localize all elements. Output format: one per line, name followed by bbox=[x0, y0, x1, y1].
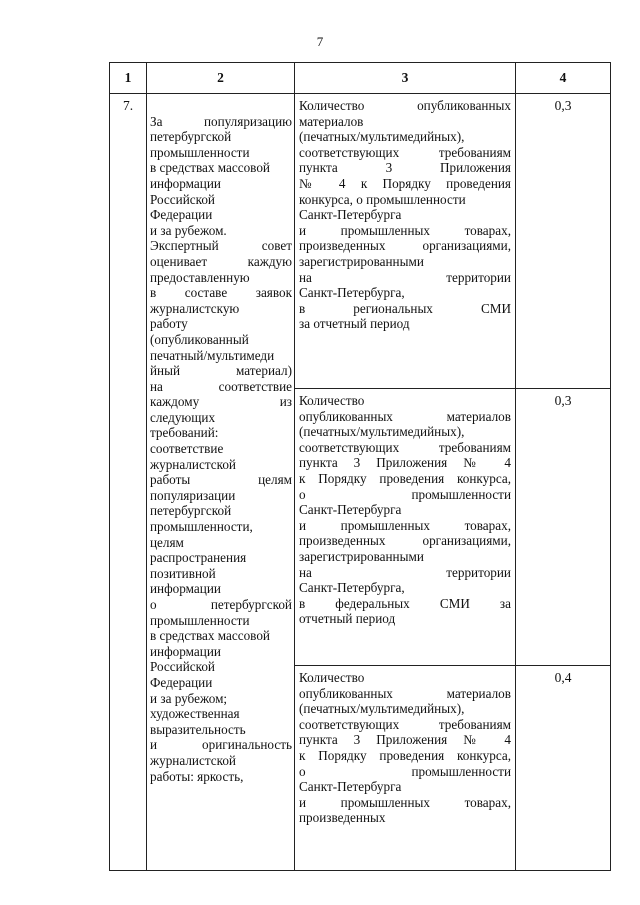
description-line: информации bbox=[150, 643, 221, 659]
description-line: в средствах массовой bbox=[150, 160, 270, 176]
criterion-1-line: за отчетный период bbox=[299, 316, 410, 332]
criterion-1-line: на территории bbox=[299, 269, 511, 285]
description-line: в средствах массовой bbox=[150, 628, 270, 644]
criterion-1-line: пункта 3 Приложения bbox=[299, 160, 511, 176]
criterion-2-text bbox=[299, 393, 511, 627]
description-line: (опубликованный bbox=[150, 331, 249, 347]
criterion-3-line: Санкт-Петербурга bbox=[299, 779, 402, 795]
criterion-1-line: Санкт-Петербурга, bbox=[299, 285, 405, 301]
row-number: 7. bbox=[110, 94, 147, 871]
description-line: популяризации bbox=[150, 487, 236, 503]
criterion-1-line: (печатных/мультимедийных), bbox=[299, 129, 465, 145]
criteria-table bbox=[109, 62, 611, 871]
criterion-2-line: произведенных организациями, bbox=[299, 533, 511, 549]
criterion-1-line: и промышленных товарах, bbox=[299, 222, 511, 238]
header-col-3: 3 bbox=[295, 63, 516, 94]
description-line: соответствие bbox=[150, 441, 224, 457]
description-line: петербургской bbox=[150, 503, 232, 519]
description-line: работу bbox=[150, 316, 188, 332]
description-line: информации bbox=[150, 581, 221, 597]
criterion-2-line: (печатных/мультимедийных), bbox=[299, 424, 465, 440]
criterion-1-line: соответствующих требованиям bbox=[299, 144, 511, 160]
description-line: работы целям bbox=[150, 472, 292, 488]
row-description bbox=[147, 94, 295, 871]
description-line: распространения bbox=[150, 550, 247, 566]
description-line: За популяризацию bbox=[150, 113, 292, 129]
criterion-2-line: в федеральных СМИ за bbox=[299, 595, 511, 611]
description-line: промышленности, bbox=[150, 519, 253, 535]
criterion-3-line: опубликованных материалов bbox=[299, 685, 511, 701]
criterion-3-text bbox=[299, 670, 511, 826]
criterion-2-line: отчетный период bbox=[299, 611, 396, 627]
header-col-4: 4 bbox=[516, 63, 611, 94]
criterion-3-value: 0,4 bbox=[516, 666, 611, 871]
criterion-2-line: о промышленности bbox=[299, 486, 511, 502]
description-line: в составе заявок bbox=[150, 285, 292, 301]
criterion-2-line: к Порядку проведения конкурса, bbox=[299, 470, 511, 486]
description-line: требований: bbox=[150, 425, 219, 441]
criterion-2 bbox=[295, 389, 516, 666]
description-line: и за рубежом; bbox=[150, 690, 228, 706]
description-line: оценивает каждую bbox=[150, 253, 292, 269]
description-line: целям bbox=[150, 534, 184, 550]
criterion-3 bbox=[295, 666, 516, 871]
description-line: на соответствие bbox=[150, 378, 292, 394]
criterion-2-line: зарегистрированными bbox=[299, 548, 424, 564]
description-line: йный материал) bbox=[150, 363, 292, 379]
criterion-2-line: Санкт-Петербурга bbox=[299, 502, 402, 518]
description-line: выразительность bbox=[150, 721, 246, 737]
description-lines bbox=[150, 114, 292, 785]
description-line: журналистской bbox=[150, 752, 236, 768]
description-line: петербургской bbox=[150, 129, 232, 145]
description-line: и оригинальность bbox=[150, 737, 292, 753]
criterion-2-line: пункта 3 Приложения № 4 bbox=[299, 455, 511, 471]
criterion-1-line: конкурса, о промышленности bbox=[299, 191, 466, 207]
criterion-1 bbox=[295, 94, 516, 389]
description-line: каждому из bbox=[150, 394, 292, 410]
criterion-1-line: произведенных организациями, bbox=[299, 238, 511, 254]
criterion-1-line: № 4 к Порядку проведения bbox=[299, 175, 511, 191]
criterion-1-text bbox=[299, 98, 511, 332]
criterion-1-line: материалов bbox=[299, 113, 364, 129]
description-line: информации bbox=[150, 175, 221, 191]
criterion-2-value: 0,3 bbox=[516, 389, 611, 666]
description-line: предоставленную bbox=[150, 269, 250, 285]
description-line: и за рубежом. bbox=[150, 222, 227, 238]
description-line: Российской bbox=[150, 191, 215, 207]
header-col-1: 1 bbox=[110, 63, 147, 94]
description-line: работы: яркость, bbox=[150, 768, 244, 784]
criterion-3-line: Количество bbox=[299, 670, 365, 685]
criterion-3-line: пункта 3 Приложения № 4 bbox=[299, 732, 511, 748]
description-line: художественная bbox=[150, 706, 240, 722]
description-line: журналистскую bbox=[150, 300, 240, 316]
table-header-row bbox=[110, 63, 611, 94]
criterion-3-line: к Порядку проведения конкурса, bbox=[299, 747, 511, 763]
description-line: следующих bbox=[150, 409, 216, 425]
description-line: Федерации bbox=[150, 674, 213, 690]
criterion-2-line: Количество bbox=[299, 393, 365, 408]
description-line: о петербургской bbox=[150, 597, 292, 612]
page-number: 7 bbox=[316, 34, 324, 49]
description-line: промышленности bbox=[150, 144, 250, 160]
criterion-2-line: Санкт-Петербурга, bbox=[299, 580, 405, 596]
criterion-1-value: 0,3 bbox=[516, 94, 611, 389]
description-line: Российской bbox=[150, 659, 215, 675]
description-line: печатный/мультимеди bbox=[150, 347, 275, 363]
criterion-2-line: соответствующих требованиям bbox=[299, 439, 511, 455]
criterion-3-line: о промышленности bbox=[299, 763, 511, 779]
criterion-3-line: (печатных/мультимедийных), bbox=[299, 701, 465, 717]
table-row bbox=[110, 94, 611, 389]
description-line: Экспертный совет bbox=[150, 238, 292, 254]
criterion-2-line: и промышленных товарах, bbox=[299, 517, 511, 533]
header-col-2: 2 bbox=[147, 63, 295, 94]
description-line: промышленности bbox=[150, 612, 250, 628]
description-line: журналистской bbox=[150, 456, 236, 472]
criterion-1-line: Санкт-Петербурга bbox=[299, 207, 402, 223]
criterion-3-line: соответствующих требованиям bbox=[299, 716, 511, 732]
criterion-2-line: опубликованных материалов bbox=[299, 408, 511, 424]
criterion-2-line: на территории bbox=[299, 564, 511, 580]
criterion-1-line: зарегистрированными bbox=[299, 253, 424, 269]
description-line: позитивной bbox=[150, 565, 216, 581]
description-line: Федерации bbox=[150, 207, 213, 223]
criterion-3-line: и промышленных товарах, bbox=[299, 794, 511, 810]
criterion-1-line: в региональных СМИ bbox=[299, 300, 511, 316]
criterion-1-line: Количество опубликованных bbox=[299, 98, 511, 113]
criterion-3-line: произведенных bbox=[299, 810, 386, 826]
